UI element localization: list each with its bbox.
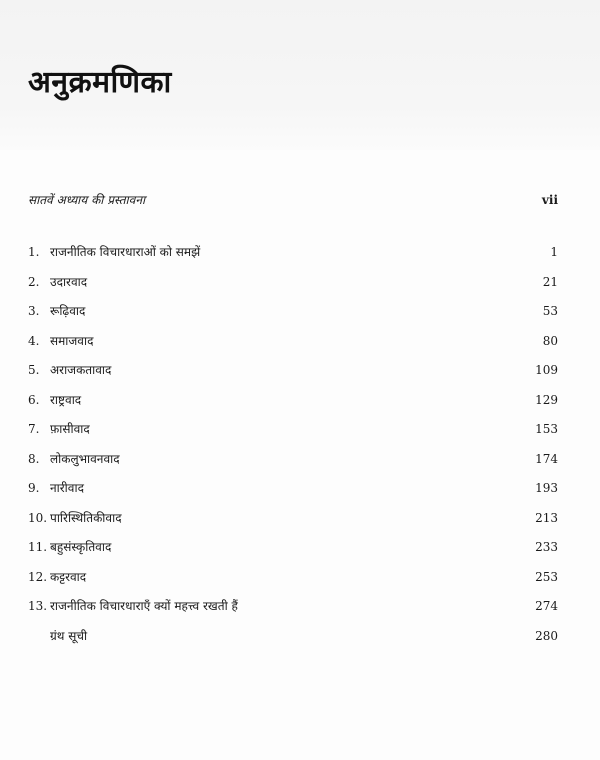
toc-entry-9 bbox=[28, 479, 558, 509]
toc-entry-page: 80 bbox=[542, 333, 558, 348]
toc-entry-page: 129 bbox=[535, 392, 558, 407]
toc-entry-title: समाजवाद bbox=[50, 333, 94, 348]
toc-entry-title: राजनीतिक विचारधाराएँ क्यों महत्त्व रखती हैं bbox=[50, 599, 238, 613]
toc-entry-title: ग्रंथ सूची bbox=[50, 628, 88, 643]
toc-entry-number: 2. bbox=[28, 274, 40, 289]
toc-entry-title: लोकलुभावनवाद bbox=[50, 451, 120, 466]
toc-entry-title: कट्टरवाद bbox=[50, 569, 87, 584]
toc-entry-number: 3. bbox=[28, 304, 40, 318]
toc-entry-bibliography bbox=[28, 627, 558, 657]
toc-entry-title: पारिस्थितिकीवाद bbox=[50, 510, 122, 525]
toc-entry-page: 174 bbox=[535, 451, 558, 466]
toc-entry-12 bbox=[28, 568, 558, 598]
toc-entry-10 bbox=[28, 509, 558, 539]
toc-entry-11 bbox=[28, 538, 558, 568]
toc-entry-page: 233 bbox=[535, 540, 558, 554]
preface-label: सातवें अध्याय की प्रस्तावना bbox=[28, 193, 146, 207]
toc-entry-page: 109 bbox=[535, 363, 558, 377]
toc-entry-title: अराजकतावाद bbox=[50, 363, 112, 377]
toc-entry-title: रूढ़िवाद bbox=[50, 304, 86, 318]
toc-entry-number: 4. bbox=[28, 333, 40, 348]
toc-entry-page: 193 bbox=[535, 481, 558, 495]
toc-entry-page: 21 bbox=[542, 274, 558, 289]
toc-entry-3 bbox=[28, 302, 558, 332]
toc-entry-4 bbox=[28, 332, 558, 362]
toc-entry-7 bbox=[28, 420, 558, 450]
toc-entry-number: 1. bbox=[28, 245, 40, 259]
toc-entry-title: उदारवाद bbox=[50, 274, 88, 289]
toc-entry-number: 10. bbox=[28, 510, 48, 525]
toc-entry-number: 11. bbox=[28, 540, 48, 554]
toc-entry-title: राजनीतिक विचारधाराओं को समझें bbox=[50, 245, 201, 259]
toc-entry-number: 9. bbox=[28, 481, 40, 495]
toc-entry-number: 8. bbox=[28, 451, 40, 466]
toc-entry-6 bbox=[28, 391, 558, 421]
toc-entry-13 bbox=[28, 597, 558, 627]
toc-entry-number: 12. bbox=[28, 569, 48, 584]
toc-entry-1 bbox=[28, 243, 558, 273]
toc-entry-5 bbox=[28, 361, 558, 391]
toc-entry-number: 6. bbox=[28, 392, 40, 407]
toc-entry-2 bbox=[28, 273, 558, 303]
preface-entry bbox=[28, 191, 558, 208]
toc-entry-page: 213 bbox=[535, 510, 558, 525]
toc-entry-number: 13. bbox=[28, 599, 48, 613]
toc-entry-number: 7. bbox=[28, 422, 40, 436]
page-title: अनुक्रमणिका bbox=[28, 65, 172, 100]
toc-entry-page: 253 bbox=[535, 569, 558, 584]
toc-entry-8 bbox=[28, 450, 558, 480]
toc-entry-title: फ़ासीवाद bbox=[50, 422, 90, 436]
toc-entry-page: 53 bbox=[542, 304, 558, 318]
toc-entry-page: 153 bbox=[535, 422, 558, 436]
toc-entry-title: नारीवाद bbox=[50, 481, 84, 495]
toc-entry-page: 1 bbox=[550, 245, 558, 259]
table-of-contents bbox=[28, 243, 558, 656]
toc-entry-page: 274 bbox=[535, 599, 558, 613]
toc-entry-title: राष्ट्रवाद bbox=[50, 392, 82, 407]
toc-entry-number: 5. bbox=[28, 363, 40, 377]
preface-page-number: vii bbox=[541, 193, 558, 207]
toc-entry-page: 280 bbox=[535, 628, 558, 643]
toc-entry-title: बहुसंस्कृतिवाद bbox=[50, 540, 112, 554]
